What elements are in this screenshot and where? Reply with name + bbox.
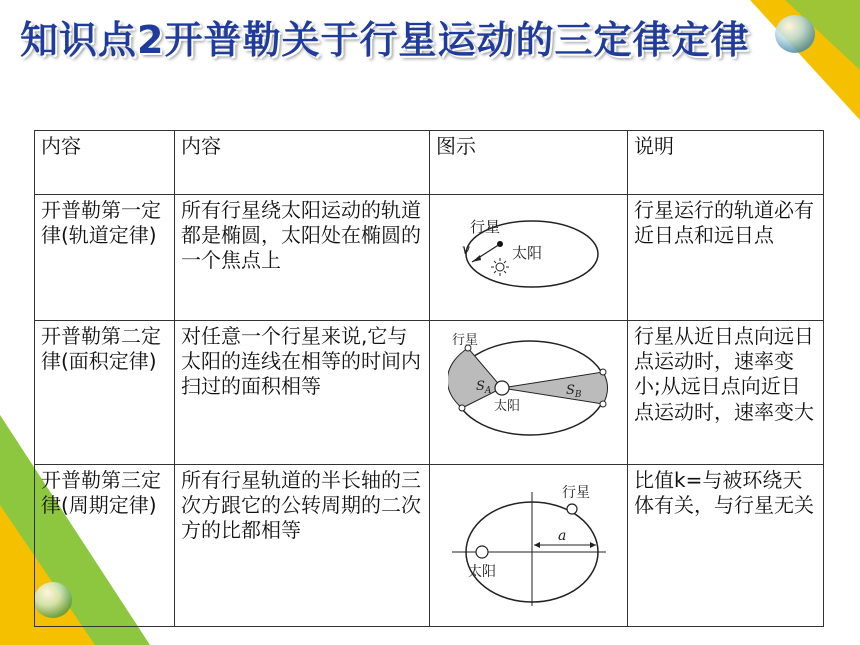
orbit-diagram-third-law — [446, 482, 612, 610]
law-content-cell: 对任意一个行星来说,它与太阳的连线在相等的时间内扫过的面积相等 — [175, 321, 430, 465]
law-name-cell: 开普勒第二定律(面积定律) — [35, 321, 175, 465]
law-content-cell: 所有行星绕太阳运动的轨道都是椭圆，太阳处在椭圆的一个焦点上 — [175, 195, 430, 321]
area-b-subscript: B — [574, 390, 582, 400]
table-header-row — [35, 131, 824, 195]
header-cell: 说明 — [628, 131, 824, 195]
note-cell: 行星运行的轨道必有近日点和远日点 — [628, 195, 824, 321]
sun-label: 太阳 — [493, 399, 520, 414]
area-a-subscript: A — [484, 386, 491, 396]
orbit-diagram-first-law — [454, 204, 604, 292]
sun-label: 太阳 — [511, 244, 542, 262]
area-a-label: S — [475, 379, 485, 394]
table-row — [35, 465, 824, 627]
law-name-cell: 开普勒第三定律(周期定律) — [35, 465, 175, 627]
semi-major-axis-label: a — [557, 528, 566, 544]
law-content-cell: 所有行星轨道的半长轴的三次方跟它的公转周期的二次方的比都相等 — [175, 465, 430, 627]
header-cell: 图示 — [430, 131, 628, 195]
planet-label: 行星 — [469, 218, 500, 236]
velocity-label: v — [461, 242, 470, 258]
table-row — [35, 195, 824, 321]
figure-cell — [430, 321, 628, 465]
law-name-cell: 开普勒第一定律(轨道定律) — [35, 195, 175, 321]
figure-cell — [430, 465, 628, 627]
kepler-laws-table — [34, 130, 824, 627]
page-title: 知识点2开普勒关于行星运动的三定律定律 — [20, 18, 750, 62]
sun-label: 太阳 — [467, 564, 496, 580]
note-cell: 比值k=与被环绕天体有关，与行星无关 — [628, 465, 824, 627]
table-row — [35, 321, 824, 465]
planet-label: 行星 — [451, 333, 478, 348]
header-cell: 内容 — [175, 131, 430, 195]
header-cell: 内容 — [35, 131, 175, 195]
figure-cell — [430, 195, 628, 321]
note-cell: 行星从近日点向远日点运动时，速率变小;从远日点向近日点运动时，速率变大 — [628, 321, 824, 465]
orbit-diagram-second-law — [448, 330, 610, 440]
planet-label: 行星 — [561, 485, 590, 501]
area-b-label: S — [565, 383, 575, 398]
